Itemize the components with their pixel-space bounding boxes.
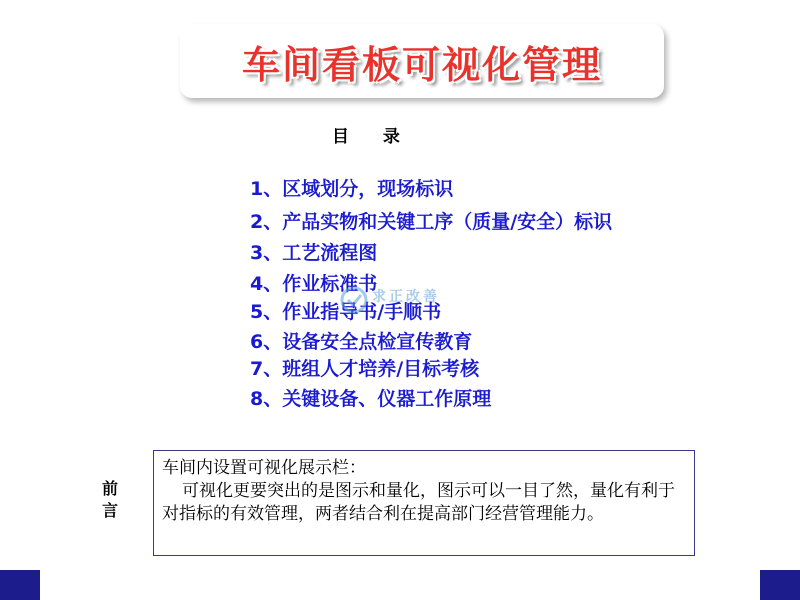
toc-item: 6、设备安全点检宣传教育 (250, 331, 473, 353)
corner-block-right (760, 570, 800, 600)
preface-title: 车间内设置可视化展示栏： (162, 458, 366, 478)
watermark-logo-icon (338, 284, 370, 316)
preface-label: 前言 (101, 479, 118, 520)
toc-item: 1、区域划分，现场标识 (250, 178, 454, 200)
corner-block-left (0, 570, 40, 600)
toc-heading: 目 录 (332, 127, 414, 147)
watermark (338, 282, 478, 322)
toc-item: 5、作业指导书/手顺书 (250, 301, 442, 323)
toc-item: 3、工艺流程图 (250, 242, 378, 264)
toc-item: 7、班组人才培养/目标考核 (250, 358, 480, 380)
toc-item: 8、关键设备、仪器工作原理 (250, 388, 492, 410)
toc-item: 2、产品实物和关键工序（质量/安全）标识 (250, 211, 613, 233)
toc-item: 4、作业标准书 (250, 273, 378, 295)
preface-box (153, 450, 695, 556)
preface-body: 可视化更要突出的是图示和量化，图示可以一目了然，量化有利于对指标的有效管理，两者结合利在提高部门经营管理能力。 (162, 481, 675, 524)
title-banner (180, 24, 664, 98)
page-title: 车间看板可视化管理 (241, 42, 602, 87)
watermark-text: 求正改善 (372, 289, 440, 305)
